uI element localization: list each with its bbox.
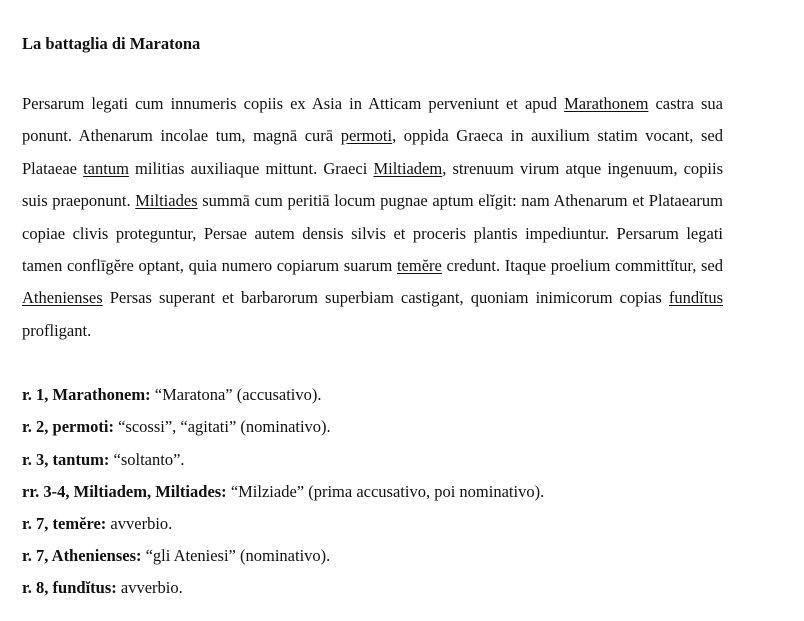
- passage-segment: profligant.: [22, 320, 92, 340]
- note-item: [22, 476, 723, 508]
- latin-passage: [22, 88, 723, 347]
- passage-segment: credunt. Itaque proelium committĭtur, sed: [441, 256, 723, 276]
- note-text: “Maratona” (accusativo).: [150, 385, 322, 405]
- note-item: [22, 444, 723, 476]
- passage-segment: Persarum legati cum innumeris copiis ex Asia in Atticam perveniunt et apud: [22, 94, 565, 113]
- glossed-word-temere: temĕre: [396, 256, 442, 276]
- note-label: r. 7, Athenienses:: [22, 546, 142, 566]
- note-text: “gli Ateniesi” (nominativo).: [141, 546, 331, 566]
- passage-segment: militias auxiliaque mittunt. Graeci: [128, 158, 374, 178]
- note-label: r. 8, fundĭtus:: [22, 578, 117, 598]
- note-text: “scossi”, “agitati” (nominativo).: [113, 417, 331, 437]
- note-label: r. 7, temĕre:: [22, 514, 107, 534]
- glossed-word-funditus: fundĭtus: [668, 288, 723, 308]
- glossary-notes: [22, 379, 723, 604]
- note-text: avverbio.: [116, 578, 183, 598]
- note-label: rr. 3-4, Miltiadem, Miltiades:: [22, 481, 227, 501]
- glossed-word-tantum: tantum: [83, 158, 129, 178]
- glossed-word-miltiades: Miltiades: [135, 191, 198, 211]
- note-label: r. 1, Marathonem:: [22, 385, 151, 405]
- glossed-word-marathonem: Marathonem: [564, 94, 649, 113]
- passage-segment: , oppida Graeca in auxilium statim vocant, sed Plataeae: [22, 126, 723, 178]
- passage-segment: castra sua ponunt. Athenarum incolae tum, magnā curā: [22, 94, 724, 146]
- passage-segment: summā cum peritiā locum pugnae aptum elĭgit: nam Athenarum et Plataearum copiae clivis proteguntur, Persae autem densis silvis et proceris plantis impediuntur. Persarum legati tamen conflīgĕre optant, quia numero copiarum suarum: [22, 191, 723, 276]
- note-label: r. 2, permoti:: [22, 417, 114, 437]
- passage-segment: Persas superant et barbarorum superbiam castigant, quoniam inimicorum copias: [102, 288, 669, 308]
- note-item: [22, 411, 723, 443]
- note-item: [22, 508, 723, 540]
- note-item: [22, 379, 723, 411]
- glossed-word-athenienses: Athenienses: [22, 288, 103, 308]
- note-text: avverbio.: [106, 514, 173, 534]
- glossed-word-permoti: permoti: [340, 126, 393, 146]
- document-title: La battaglia di Maratona: [22, 34, 201, 53]
- note-text: “Milziade” (prima accusativo, poi nominativo).: [226, 481, 545, 501]
- document-page: [22, 32, 723, 605]
- note-label: r. 3, tantum:: [22, 449, 110, 469]
- note-item: [22, 540, 723, 572]
- note-text: “soltanto”.: [109, 449, 185, 469]
- glossed-word-miltiadem: Miltiadem: [373, 158, 443, 178]
- note-item: [22, 572, 723, 604]
- passage-segment: , strenuum virum atque ingenuum, copiis suis praeponunt.: [22, 158, 723, 211]
